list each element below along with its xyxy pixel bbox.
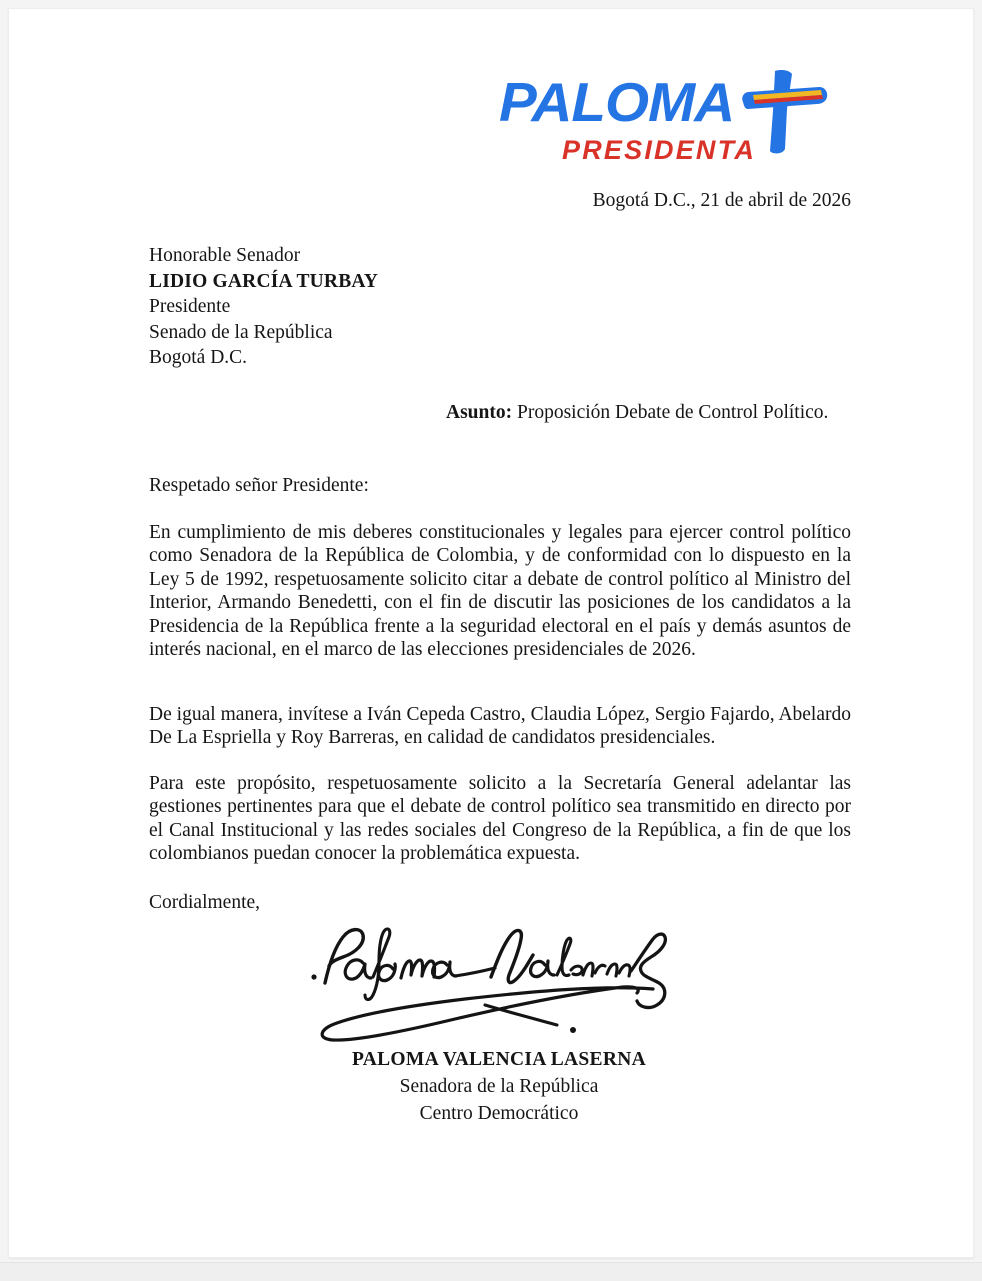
body-paragraph-3: Para este propósito, respetuosamente solicito a la Secretaría General adelantar las gestiones pertinentes para que el debate de control político sea transmitido en directo por el Canal Institucional y las redes sociales del Congreso de la República, a fin de que los colombianos puedan conocer la problemática expuesta.	[149, 773, 851, 865]
page-bottom-strip	[0, 1262, 982, 1281]
addressee-city: Bogotá D.C.	[149, 347, 248, 368]
body-paragraph-1: En cumplimiento de mis deberes constitucionales y legales para ejercer control político como Senadora de la República de Colombia, y de conformidad con lo dispuesto en la Ley 5 de 1992, respetuosamente solicito citar a debate de control político al Ministro del Interior, Armando Benedetti, con el fin de discutir las posiciones de los candidatos a la Presidencia de la República frente a la seguridad electoral en el país y demás asuntos de interés nacional, en el marco de las elecciones presidenciales de 2026.	[149, 522, 851, 661]
subject-text: Proposición Debate de Control Político.	[512, 402, 829, 423]
brand-name: PALOMA	[499, 71, 735, 133]
addressee-block	[149, 243, 709, 371]
date-line: Bogotá D.C., 21 de abril de 2026	[592, 190, 851, 211]
signer-party: Centro Democrático	[419, 1103, 579, 1124]
subject-label: Asunto:	[446, 402, 513, 423]
letter-page	[8, 8, 974, 1258]
brand-subtitle: PRESIDENTA	[562, 135, 757, 165]
salutation: Respetado señor Presidente:	[149, 475, 369, 496]
signer-name: PALOMA VALENCIA LASERNA	[351, 1049, 647, 1070]
letterhead-logo	[487, 71, 847, 185]
signer-block	[199, 1047, 799, 1127]
signer-role: Senadora de la República	[399, 1076, 599, 1097]
subject-line	[446, 401, 866, 424]
addressee-institution: Senado de la República	[149, 321, 333, 343]
closing-line: Cordialmente,	[149, 892, 261, 913]
addressee-position: Presidente	[149, 296, 231, 317]
body-paragraph-2: De igual manera, invítese a Iván Cepeda Castro, Claudia López, Sergio Fajardo, Abelardo De La Espriella y Roy Barreras, en calidad de candidatos presidenciales.	[149, 704, 851, 749]
addressee-title: Honorable Senador	[149, 245, 301, 266]
handwritten-signature-icon	[305, 921, 695, 1043]
addressee-name: LIDIO GARCÍA TURBAY	[149, 270, 379, 292]
